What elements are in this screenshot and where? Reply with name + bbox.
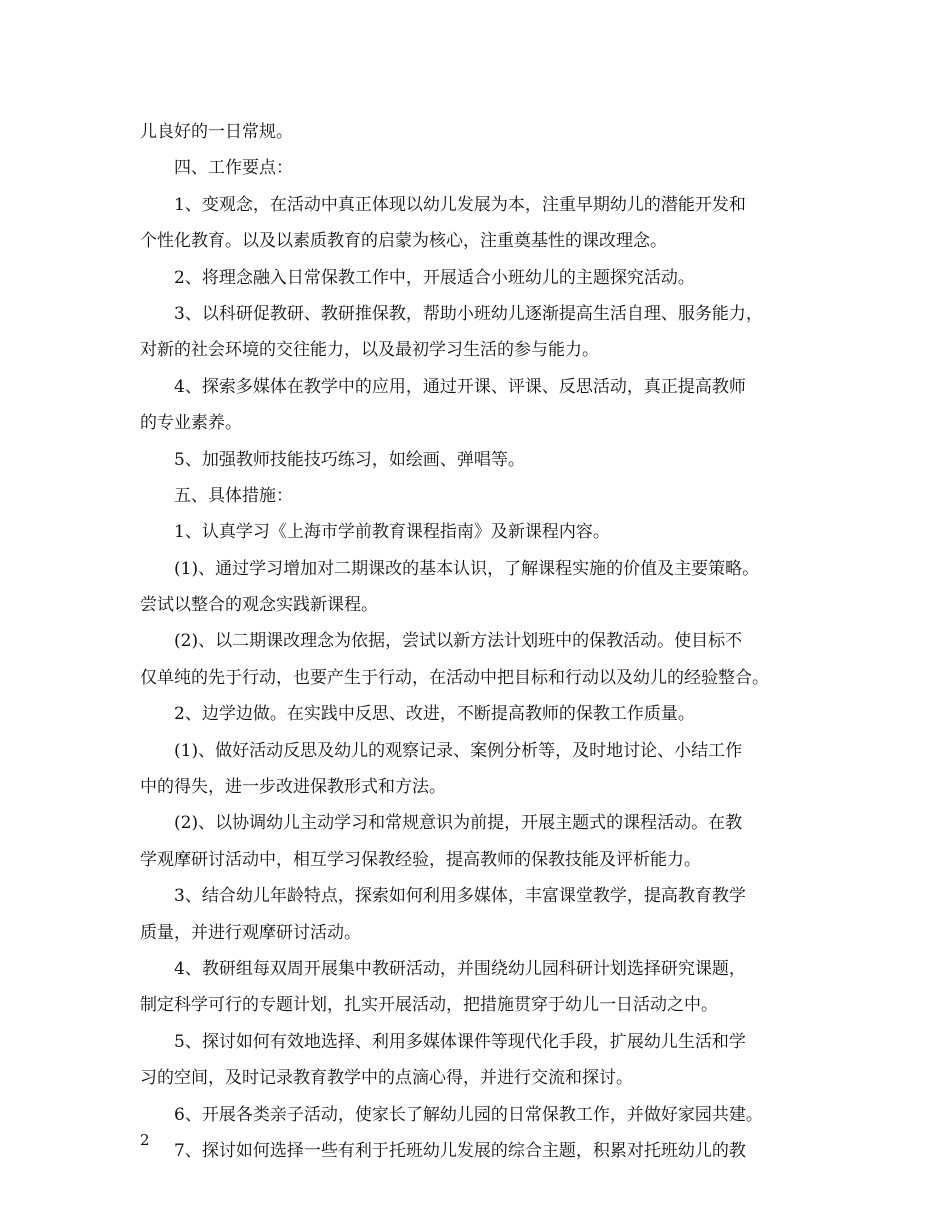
- text-line: 的专业素养。: [140, 413, 242, 434]
- text-line: 5、探讨如何有效地选择、利用多媒体课件等现代化手段，扩展幼儿生活和学: [174, 1031, 746, 1052]
- text-line: 儿良好的一日常规。: [140, 122, 293, 142]
- text-line: 仅单纯的先于行动，也要产生于行动，在活动中把目标和行动以及幼儿的经验整合。: [140, 667, 769, 688]
- text-line: 4、教研组每双周开展集中教研活动，并围绕幼儿园科研计划选择研究课题，: [174, 958, 746, 979]
- text-line: (2)、以协调幼儿主动学习和常规意识为前提，开展主题式的课程活动。在教: [174, 813, 743, 834]
- page-number: 2: [140, 1131, 150, 1149]
- text-line: 6、开展各类亲子活动，使家长了解幼儿园的日常保教工作，并做好家园共建。: [174, 1104, 763, 1125]
- text-line: 7、探讨如何选择一些有利于托班幼儿发展的综合主题，积累对托班幼儿的教: [174, 1140, 746, 1161]
- text-line: 尝试以整合的观念实践新课程。: [140, 595, 378, 616]
- text-line: 制定科学可行的专题计划，扎实开展活动，把措施贯穿于幼儿一日活动之中。: [140, 995, 718, 1016]
- text-line: 5、加强教师技能技巧练习，如绘画、弹唱等。: [174, 449, 525, 470]
- document-body: [140, 114, 820, 1169]
- text-line: 2、边学边做。在实践中反思、改进，不断提高教师的保教工作质量。: [174, 704, 695, 725]
- text-line: (1)、通过学习增加对二期课改的基本认识，了解课程实施的价值及主要策略。: [174, 558, 760, 579]
- text-line: 学观摩研讨活动中，相互学习保教经验，提高教师的保教技能及评析能力。: [140, 849, 701, 870]
- text-line: 中的得失，进一步改进保教形式和方法。: [140, 777, 446, 798]
- text-line: (1)、做好活动反思及幼儿的观察记录、案例分析等，及时地讨论、小结工作: [174, 740, 743, 761]
- text-line: 3、结合幼儿年龄特点，探索如何利用多媒体，丰富课堂教学，提高教育教学: [174, 886, 746, 907]
- text-line: 4、探索多媒体在教学中的应用，通过开课、评课、反思活动，真正提高教师: [174, 376, 746, 397]
- text-line: 五、具体措施：: [174, 485, 293, 506]
- text-line: 四、工作要点：: [174, 158, 293, 179]
- text-line: 质量，并进行观摩研讨活动。: [140, 922, 361, 943]
- text-line: 2、将理念融入日常保教工作中，开展适合小班幼儿的主题探究活动。: [174, 267, 695, 288]
- text-line: 1、认真学习《上海市学前教育课程指南》及新课程内容。: [174, 522, 610, 543]
- text-line: (2)、以二期课改理念为依据，尝试以新方法计划班中的保教活动。使目标不: [174, 631, 743, 652]
- text-line: 习的空间，及时记录教育教学中的点滴心得，并进行交流和探讨。: [140, 1068, 633, 1089]
- text-line: 1、变观念，在活动中真正体现以幼儿发展为本，注重早期幼儿的潜能开发和: [174, 194, 746, 215]
- text-line: 个性化教育。以及以素质教育的启蒙为核心，注重奠基性的课改理念。: [140, 231, 667, 252]
- text-line: 对新的社会环境的交往能力，以及最初学习生活的参与能力。: [140, 340, 599, 361]
- text-line: 3、以科研促教研、教研推保教，帮助小班幼儿逐渐提高生活自理、服务能力，: [174, 303, 763, 324]
